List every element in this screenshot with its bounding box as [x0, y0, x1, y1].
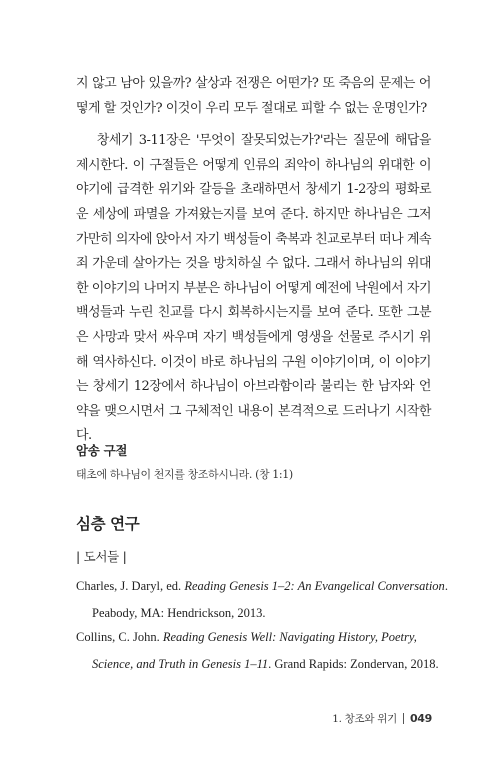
page-number: 049 [409, 712, 432, 725]
page-footer [332, 711, 432, 726]
bib-title: Reading Genesis 1–2: An Evangelical Conversation [184, 579, 445, 593]
further-study-title: 심층 연구 [76, 515, 140, 533]
bib-publication: . Peabody, MA: Hendrickson, 2013. [92, 579, 448, 620]
bib-author: Charles, J. Daryl, ed. [76, 579, 185, 593]
paragraph-genesis-3-11: 창세기 3-11장은 '무엇이 잘못되었는가?'라는 질문에 해답을 제시한다. 이 구절들은 어떻게 인류의 죄악이 하나님의 위대한 이야기에 급격한 위기와 갈등을 초래하면서 창세기 1-2장의 평화로운 세상에 파멸을 가져왔는지를 보여 준다. 하지만 하나님은 그저 가만히 의자에 앉아서 자기 백성들이 축복과 친교로부터 떠나 계속 죄 가운데 살아가는 것을 방치하실 수 없다. 그래서 하나님의 위대한 이야기의 나머지 부분은 하나님이 어떻게 예전에 낙원에서 자기 백성들과 누린 친교를 다시 회복하시는지를 보여 준다. 또한 그분은 사망과 맞서 싸우며 자기 백성들에게 영생을 선물로 주시기 위해 역사하신다. 이것이 바로 하나님의 구원 이야기이며, 이 이야기는 창세기 12장에서 하나님이 아브라함이라 불리는 한 남자와 언약을 맺으시면서 그 구체적인 내용이 본격적으로 드러나기 시작한다. [76, 133, 431, 444]
memory-verse-text: 태초에 하나님이 천지를 창조하시니라. (창 1:1) [76, 468, 293, 481]
bib-publication: . Grand Rapids: Zondervan, 2018. [268, 657, 439, 671]
footer-divider [403, 713, 404, 724]
memory-verse-heading: 암송 구절 [76, 443, 128, 458]
bib-author: Collins, C. John. [76, 630, 163, 644]
books-label: | 도서들 | [76, 549, 127, 564]
body-text [76, 72, 431, 449]
bib-title: Reading Genesis Well: Navigating History, Poetry, Science, and Truth in Genesis 1–11 [92, 630, 417, 671]
bibliography-entry [76, 573, 452, 627]
bibliography-entry [76, 624, 452, 678]
running-chapter-title: 1. 창조와 위기 [332, 713, 397, 725]
paragraph-continuation: 지 않고 남아 있을까? 살상과 전쟁은 어떤가? 또 죽음의 문제는 어떻게 할 것인가? 이것이 우리 모두 절대로 피할 수 없는 운명인가? [76, 76, 431, 116]
